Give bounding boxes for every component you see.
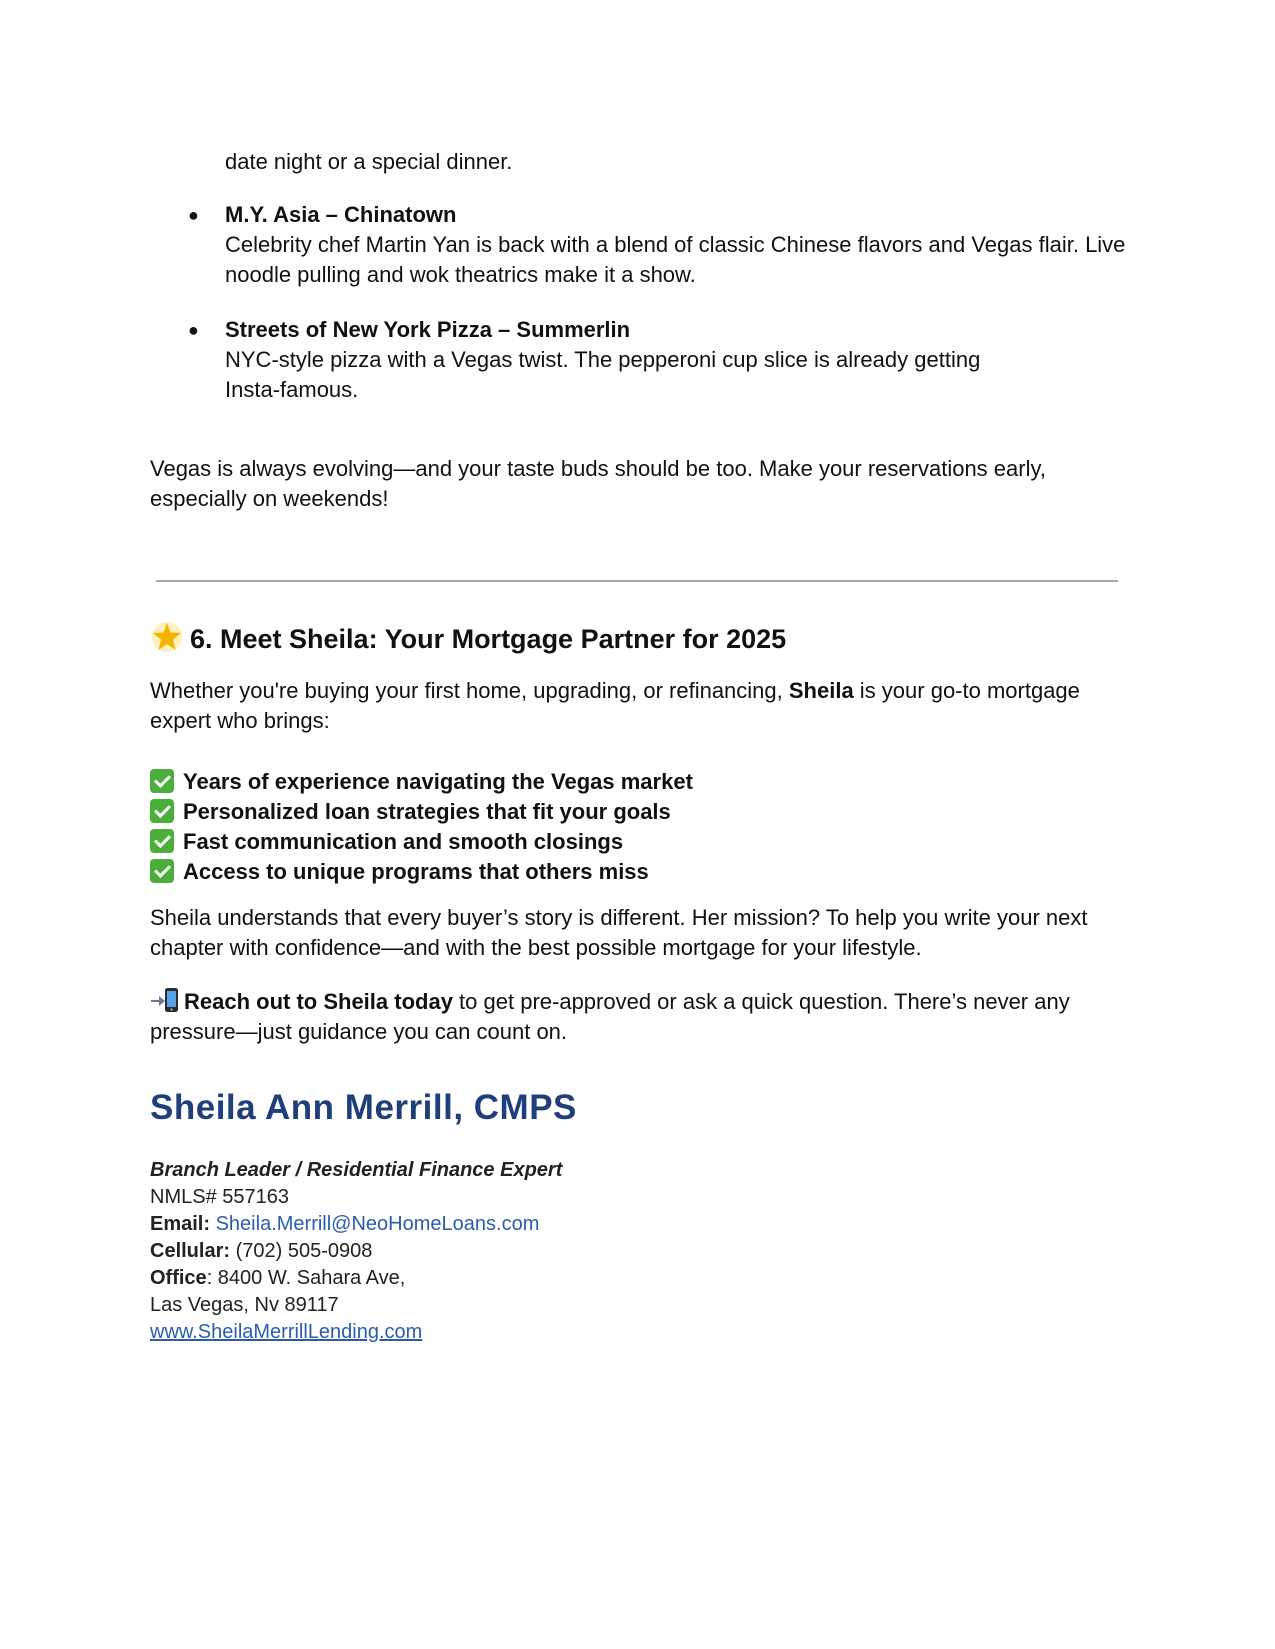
restaurant-description: NYC-style pizza with a Vegas twist. The pepperoni cup slice is already getting Insta-famous. — [225, 347, 981, 402]
checklist-item — [150, 797, 693, 827]
checklist-item — [150, 827, 693, 857]
email-link[interactable]: Sheila.Merrill@NeoHomeLoans.com — [215, 1213, 540, 1235]
mission-paragraph: Sheila understands that every buyer’s story is different. Her mission? To help you write your next chapter with confidence—and with the best possible mortgage for your lifestyle. — [150, 905, 1088, 960]
intro-bold-name: Sheila — [788, 678, 854, 703]
checklist-item-text: Personalized loan strategies that fit your goals — [183, 799, 671, 824]
mobile-phone-arrow-icon — [150, 987, 180, 1013]
section-heading — [150, 620, 786, 657]
contact-office-row — [150, 1265, 562, 1292]
check-mark-icon — [150, 829, 174, 853]
email-label: Email: — [150, 1213, 211, 1235]
list-item — [150, 200, 1130, 290]
contact-name: Sheila Ann Merrill, CMPS — [150, 1088, 577, 1127]
contact-cell-row — [150, 1238, 562, 1265]
intro-paragraph — [150, 676, 1130, 736]
cta-paragraph — [150, 987, 1130, 1047]
office-label: Office — [150, 1267, 207, 1289]
contact-block — [150, 1157, 562, 1346]
intro-text-end: is your go-to mortgage expert who brings: — [150, 678, 1080, 733]
checklist-item-text: Access to unique programs that others miss — [183, 859, 649, 884]
office-address-line1: : 8400 W. Sahara Ave, — [206, 1267, 406, 1289]
check-mark-icon — [150, 799, 174, 823]
bullet-icon: ● — [188, 205, 199, 225]
list-item — [150, 315, 1130, 405]
horizontal-divider — [156, 580, 1118, 582]
continued-text: date night or a special dinner. — [225, 149, 513, 174]
restaurant-title: Streets of New York Pizza – Summerlin — [225, 317, 631, 342]
contact-role: Branch Leader / Residential Finance Expert — [150, 1159, 563, 1181]
website-link[interactable]: www.SheilaMerrillLending.com — [150, 1321, 423, 1343]
checklist-item — [150, 857, 693, 887]
checklist-item — [150, 767, 693, 797]
cell-label: Cellular: — [150, 1240, 231, 1262]
cta-text: to get pre-approved or ask a quick question. There’s never any pressure—just guidance you can count on. — [150, 989, 1070, 1044]
cell-number: (702) 505-0908 — [230, 1240, 373, 1262]
bullet-icon: ● — [188, 320, 199, 340]
checklist-item-text: Years of experience navigating the Vegas market — [183, 769, 693, 794]
check-mark-icon — [150, 769, 174, 793]
section-heading-text: 6. Meet Sheila: Your Mortgage Partner for 2025 — [190, 624, 787, 654]
intro-text: Whether you're buying your first home, upgrading, or refinancing, — [150, 678, 789, 703]
benefits-checklist — [150, 767, 693, 887]
closing-paragraph: Vegas is always evolving—and your taste buds should be too. Make your reservations early, especially on weekends! — [150, 456, 1046, 511]
checklist-item-text: Fast communication and smooth closings — [183, 829, 624, 854]
office-address-line2: Las Vegas, Nv 89117 — [150, 1294, 339, 1316]
contact-email-row — [150, 1211, 562, 1238]
contact-nmls: NMLS# 557163 — [150, 1186, 289, 1208]
restaurant-description: Celebrity chef Martin Yan is back with a blend of classic Chinese flavors and Vegas flair. Live noodle pulling and wok theatrics make it a show. — [225, 232, 1126, 287]
glowing-star-icon — [150, 620, 184, 654]
check-mark-icon — [150, 859, 174, 883]
restaurant-title: M.Y. Asia – Chinatown — [225, 202, 457, 227]
cta-bold: Reach out to Sheila today — [184, 989, 453, 1014]
